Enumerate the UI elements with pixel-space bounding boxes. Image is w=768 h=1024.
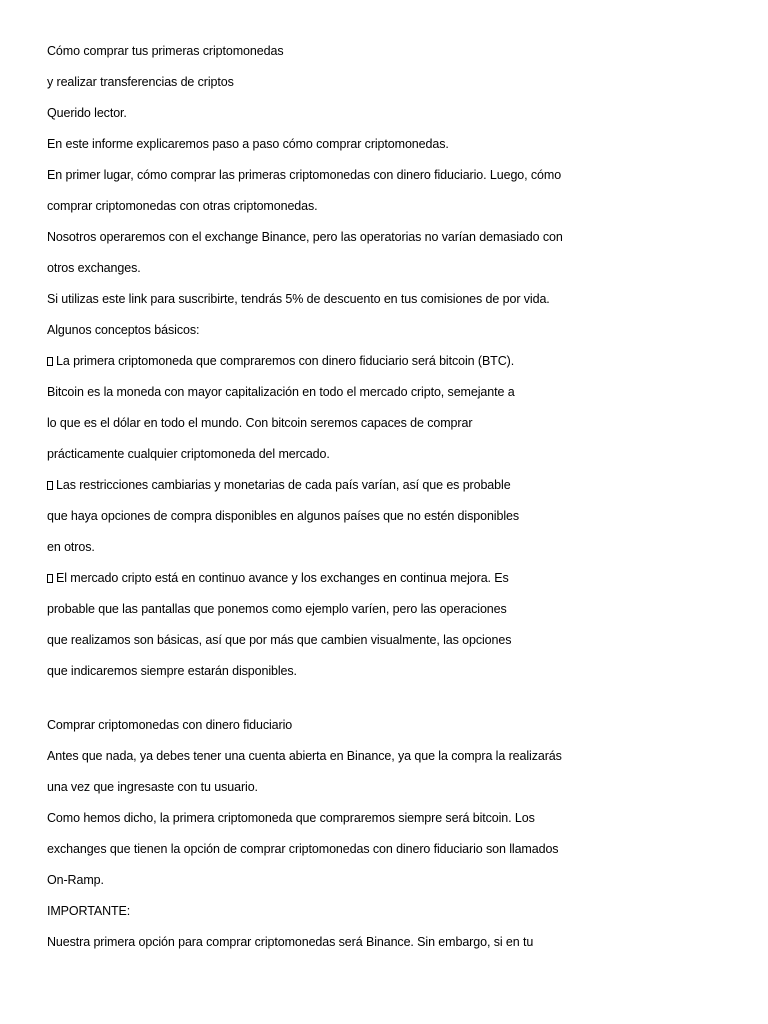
paragraph-line: probable que las pantallas que ponemos como ejemplo varíen, pero las operaciones [47,602,507,616]
paragraph-line: On-Ramp. [47,873,104,887]
paragraph-line: que haya opciones de compra disponibles en algunos países que no estén disponibles [47,509,520,523]
paragraph-line: Como hemos dicho, la primera criptomoneda que compraremos siempre será bitcoin. Los [47,811,535,825]
greeting: Querido lector. [47,106,127,120]
paragraph-line: Antes que nada, ya debes tener una cuenta abierta en Binance, ya que la compra la realizarás [47,749,562,763]
paragraph-line: lo que es el dólar en todo el mundo. Con bitcoin seremos capaces de comprar [47,416,473,430]
paragraph-line: En este informe explicaremos paso a paso cómo comprar criptomonedas. [47,137,449,151]
bullet-item [47,353,514,369]
paragraph-line: que realizamos son básicas, así que por más que cambien visualmente, las opciones [47,633,512,647]
bullet-text: La primera criptomoneda que compraremos con dinero fiduciario será bitcoin (BTC). [56,354,515,368]
paragraph-line: que indicaremos siempre estarán disponibles. [47,664,297,678]
paragraph-line: Si utilizas este link para suscribirte, tendrás 5% de descuento en tus comisiones de por vida. [47,292,550,306]
section-label: Algunos conceptos básicos: [47,323,200,337]
paragraph-line: En primer lugar, cómo comprar las primeras criptomonedas con dinero fiduciario. Luego, cómo [47,168,562,182]
bullet-text: Las restricciones cambiarias y monetarias de cada país varían, así que es probable [56,478,511,492]
document-title-line-1: Cómo comprar tus primeras criptomonedas [47,44,284,58]
bullet-box-icon [47,481,53,490]
bullet-text: El mercado cripto está en continuo avance y los exchanges en continua mejora. Es [56,571,509,585]
important-label: IMPORTANTE: [47,904,131,918]
document-title-line-2: y realizar transferencias de criptos [47,75,234,89]
paragraph-line: otros exchanges. [47,261,141,275]
section-heading: Comprar criptomonedas con dinero fiduciario [47,718,293,732]
paragraph-line: comprar criptomonedas con otras criptomonedas. [47,199,318,213]
bullet-item [47,477,511,493]
paragraph-line: exchanges que tienen la opción de comprar criptomonedas con dinero fiduciario son llamados [47,842,559,856]
paragraph-line: Nuestra primera opción para comprar criptomonedas será Binance. Sin embargo, si en tu [47,935,534,949]
bullet-item [47,570,509,586]
paragraph-line: una vez que ingresaste con tu usuario. [47,780,258,794]
paragraph-line: Bitcoin es la moneda con mayor capitalización en todo el mercado cripto, semejante a [47,385,515,399]
bullet-box-icon [47,574,53,583]
paragraph-line: Nosotros operaremos con el exchange Binance, pero las operatorias no varían demasiado con [47,230,563,244]
bullet-box-icon [47,357,53,366]
paragraph-line: prácticamente cualquier criptomoneda del mercado. [47,447,330,461]
paragraph-line: en otros. [47,540,95,554]
